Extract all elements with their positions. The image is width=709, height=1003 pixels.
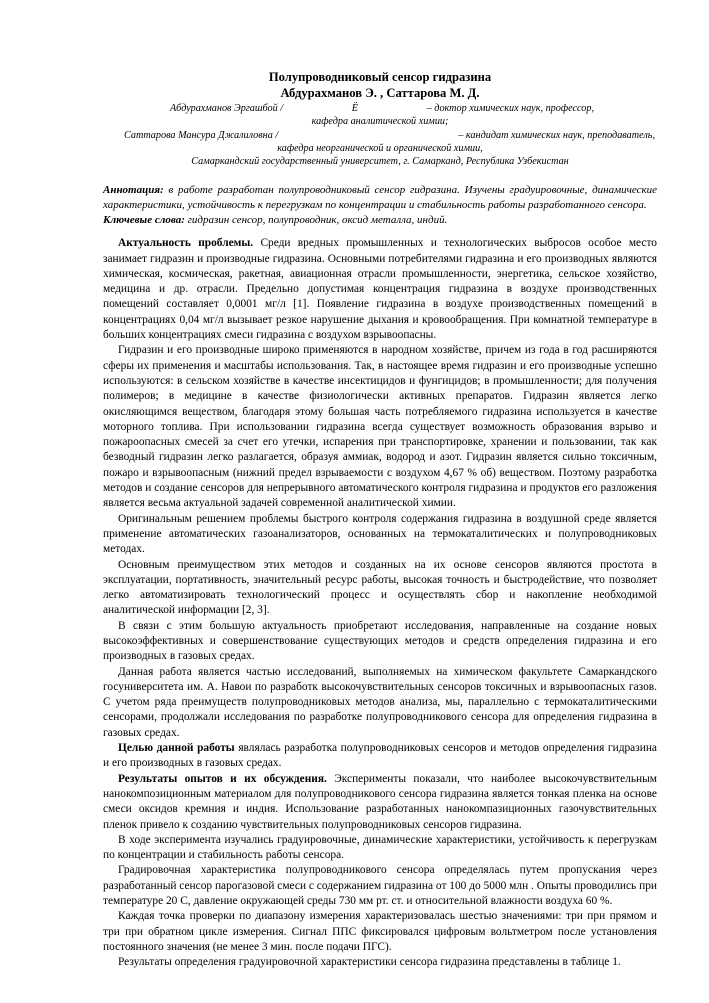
author1-name: Абдурахманов Эргашбой / bbox=[170, 103, 284, 114]
author2-role: – кандидат химических наук, преподаватель, bbox=[458, 129, 655, 141]
abstract-label: Аннотация: bbox=[103, 184, 164, 197]
paragraph-lead: Целью данной работы bbox=[118, 742, 235, 755]
paragraph: Оригинальным решением проблемы быстрого контроля содержания гидразина в воздушной среде является применение автоматических газоанализаторов, основанных на термокаталитических и полупроводниковых методах. bbox=[103, 512, 657, 556]
affiliations bbox=[103, 102, 657, 168]
paragraph: Данная работа является частью исследований, выполняемых на химическом факультете Самаркандского госуниверситета им. А. Навои по разработк высокочувствительных сенсоров токсичных и взрывоопасных газов. С учетом ряда преимуществ полупроводниковых методов анализа, мы, параллельно с термокаталитическими сенсорами, продолжали исследования по разработке полупроводникового сенсора для определения гидразина в газовых средах. bbox=[103, 665, 657, 739]
paragraph: В связи с этим большую актуальность приобретают исследования, направленные на создание новых высокоэффективных и совершенствование существующих методов и средств определения гидразина и его производных в газовых средах. bbox=[103, 619, 657, 663]
author1-dept: кафедра аналитической химии; bbox=[311, 116, 449, 128]
paragraph: Каждая точка проверки по диапазону измерения характеризовалась шестью значениями: три при прямом и три при обратном цикле измерения. Сигнал ППС фиксировался цифровым вольтметром после установления постоянного значения (не менее 3 мин. после подачи ПГС). bbox=[103, 910, 657, 953]
keywords-label: Ключевые слова: bbox=[103, 213, 185, 226]
abstract-text: в работе разработан полупроводниковый сенсор гидразина. Изучены градуировочные, динамические характеристики, устойчивость к перегрузкам по концентрации и стабильность работы разработанного сенсора. bbox=[103, 184, 658, 212]
paragraph-lead: Актуальность проблемы. bbox=[118, 237, 254, 250]
paragraph-results bbox=[103, 772, 657, 833]
author1-mid: Ë bbox=[351, 103, 358, 114]
paragraph: Гидразин и его производные широко применяются в народном хозяйстве, причем из года в год расширяются сферы их применения и масштабы использования. Так, в настоящее время гидразин и его производные успешно используются: в сельском хозяйстве в качестве инсектицидов и фунгицидов; в промышленности; для получения полимеров; в медицине в качестве физиологически активных препаратов. Гидразин является легко окисляющимся веществом, благодаря этому большая часть потребляемого гидразина используется в качестве моторного топлива. При использовании гидразина всегда существует возможность образования взрыво и пожароопасных смесей за счет его утечки, испарения при транспортировке, хранении и пользовании, так как безводный гидразин легко разлагается, образуя аммиак, водород и азот. Гидразин является сильно токсичным, пожаро и взрывоопасным (нижний предел взрываемости с воздухом 4,67 % об) веществом. Поэтому разработка методов и создание сенсоров для непрерывного автоматического контроля гидразина и продуктов его разложения является весьма актуальной задачей современной аналитической химии. bbox=[103, 344, 657, 510]
author2-name: Саттарова Мансура Джалиловна / bbox=[124, 129, 279, 141]
paragraph-relevance bbox=[103, 236, 657, 343]
abstract bbox=[103, 183, 657, 212]
keywords bbox=[103, 213, 657, 228]
paragraph: В ходе эксперимента изучались градуировочные, динамические характеристики, устойчивость к перегрузкам по концентрации и стабильность работы сенсора. bbox=[103, 833, 657, 862]
paragraph: Градировочная характеристика полупроводникового сенсора определялась путем пропускания через разработанный сенсор парогазовой смеси с содержанием гидразина от 100 до 5000 млн . Опыты проводились при температуре 20 С, давление окружающей среды 730 мм рт. ст. и относительной влажности воздуха 60 %. bbox=[103, 864, 657, 908]
paragraph-goal bbox=[103, 741, 657, 772]
author2-dept: кафедра неорганической и органической химии, bbox=[277, 142, 483, 154]
paragraph-text: Среди вредных промышленных и технологических выбросов особое место занимает гидразин и производные гидразина. Основными потребителями гидразина и его производных являются химическая, космическая, ракетная, авиационная отрасли промышленности, энергетика, сельское хозяйство, медицина и др. отрасли. Предельно допустимая концентрация гидразина в воздухе производственных помещений составляет 0,0001 мг/л [1]. Появление гидразина в воздухе производственных помещений в концентрациях 0,04 мг/л вызывает резкое нарушение дыхания и кровообращения. При комнатной температуре в больших концентрациях смеси гидразина с воздухом взрывоопасны. bbox=[103, 237, 657, 342]
paragraph-text: являлась разработка полупроводниковых сенсоров и методов определения гидразина и его производных в газовых средах. bbox=[103, 742, 657, 770]
affiliation-row-2 bbox=[103, 129, 657, 142]
paper-title: Полупроводниковый сенсор гидразина bbox=[268, 70, 492, 84]
affiliation-row-1 bbox=[103, 102, 657, 115]
paragraph: Основным преимуществом этих методов и созданных на их основе сенсоров являются простота в эксплуатации, портативность, значительный ресурс работы, высокая точность и быстродействие, что позволяет легко автоматизировать технологический процесс и осуществлять сбор и накопление необходимой аналитической информации [2, 3]. bbox=[103, 558, 657, 617]
paragraph-lead: Результаты опытов и их обсуждения. bbox=[118, 772, 327, 785]
university: Самаркандский государственный университет, г. Самарканд, Республика Узбекистан bbox=[191, 156, 569, 168]
paragraph: Результаты определения градуировочной характеристики сенсора гидразина представлены в таблице 1. bbox=[118, 956, 621, 969]
keywords-text: гидразин сенсор, полупроводник, оксид металла, индий. bbox=[187, 213, 448, 226]
paragraph-text: Эксперименты показали, что наиболее высокочувствительным нанокомпозиционным материалом для полупроводникового сенсора гидразина является тонкая пленка на основе смеси оксидов кремния и индия. Использование разработанных нанокомпазиционных газочувствительных пленок привело к созданию чувствительных полупроводниковых сенсоров гидразина. bbox=[103, 772, 657, 831]
paper-authors: Абдурахманов Э. , Саттарова М. Д. bbox=[280, 86, 480, 100]
author1-role: – доктор химических наук, профессор, bbox=[426, 103, 594, 114]
